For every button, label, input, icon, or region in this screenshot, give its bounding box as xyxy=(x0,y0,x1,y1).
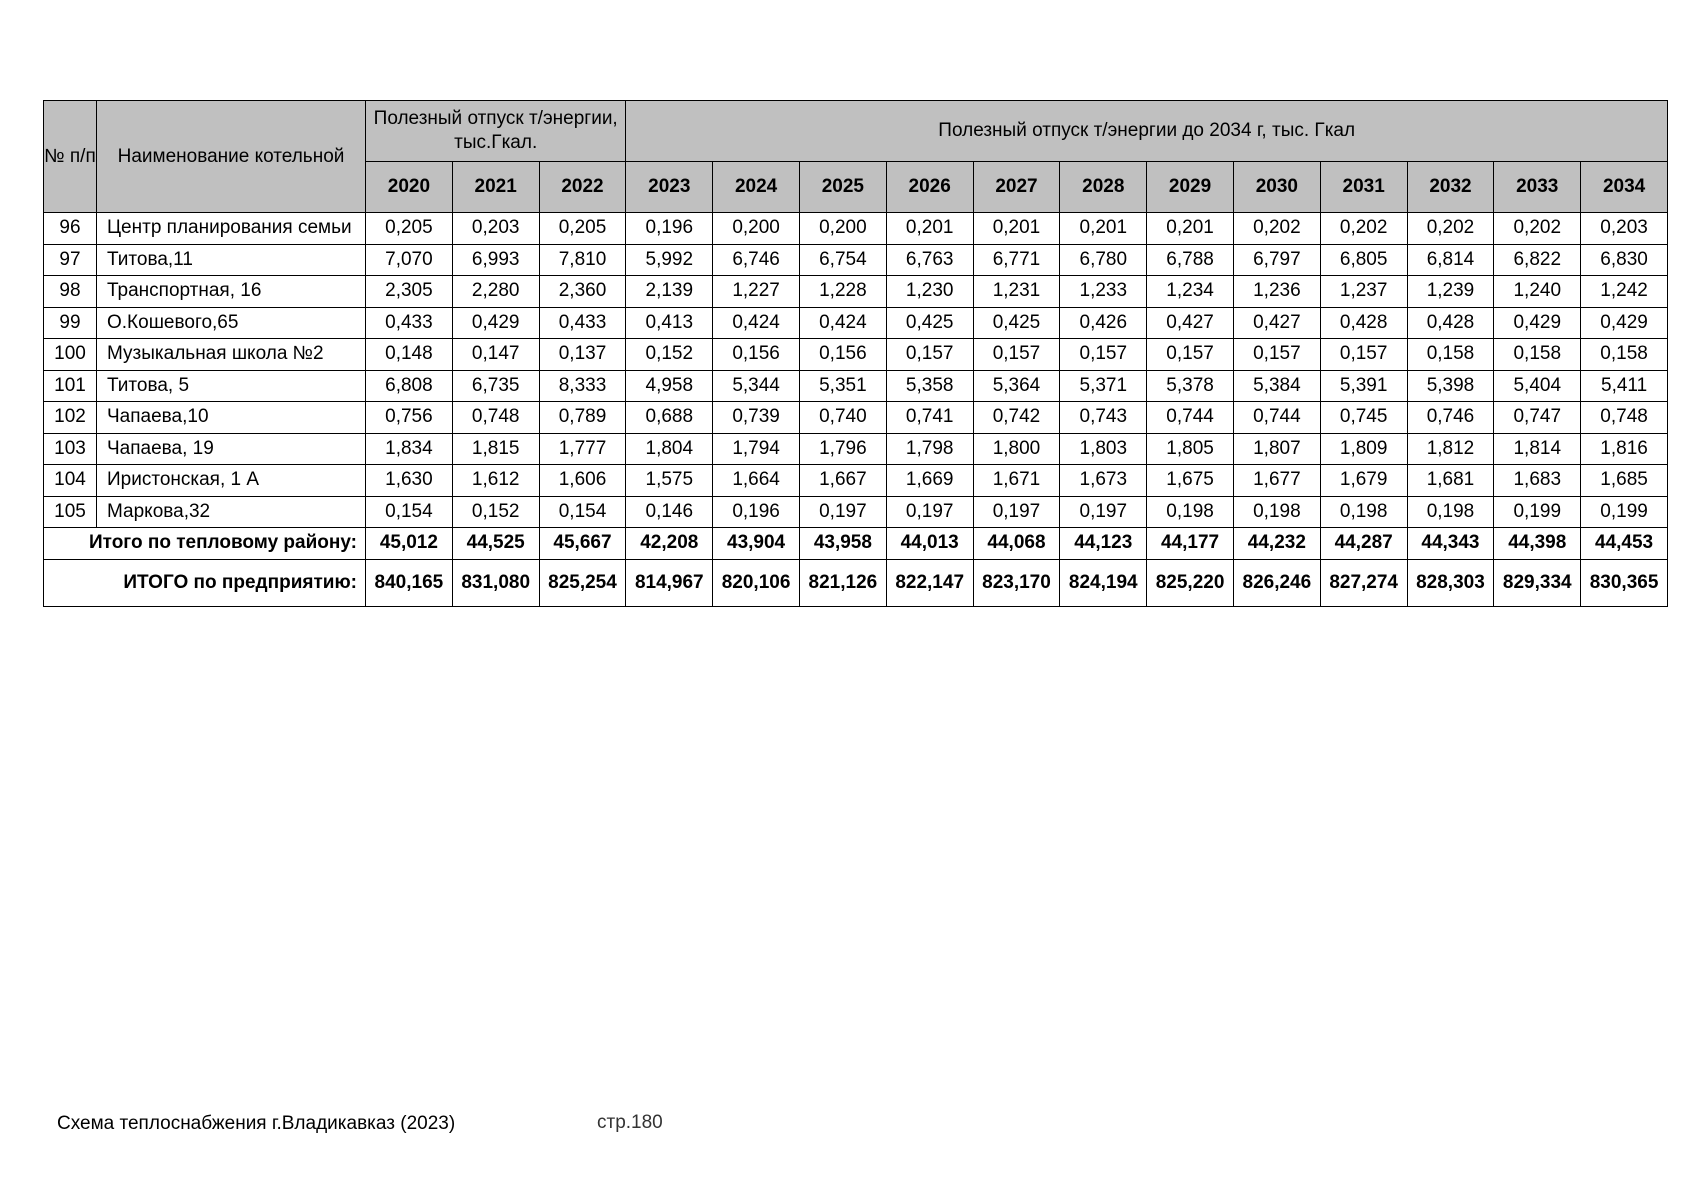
row-value-cell: 1,236 xyxy=(1233,276,1320,308)
row-value-cell: 5,378 xyxy=(1147,370,1234,402)
row-value-cell: 0,156 xyxy=(713,339,800,371)
enterprise-total-row-value: 814,967 xyxy=(626,559,713,606)
row-value-cell: 0,427 xyxy=(1233,307,1320,339)
row-value-cell: 5,404 xyxy=(1494,370,1581,402)
row-value-cell: 1,804 xyxy=(626,433,713,465)
row-boiler-name: Музыкальная школа №2 xyxy=(97,339,366,371)
row-value-cell: 0,154 xyxy=(366,496,453,528)
row-value-cell: 5,358 xyxy=(886,370,973,402)
header-year: 2030 xyxy=(1233,162,1320,213)
row-value-cell: 1,805 xyxy=(1147,433,1234,465)
row-value-cell: 0,152 xyxy=(626,339,713,371)
row-value-cell: 0,739 xyxy=(713,402,800,434)
row-value-cell: 0,198 xyxy=(1147,496,1234,528)
district-total-row-value: 44,343 xyxy=(1407,528,1494,560)
row-value-cell: 0,154 xyxy=(539,496,626,528)
row-value-cell: 0,198 xyxy=(1320,496,1407,528)
district-total-row-value: 44,123 xyxy=(1060,528,1147,560)
row-value-cell: 2,280 xyxy=(452,276,539,308)
district-total-row xyxy=(44,528,1668,560)
enterprise-total-row-value: 822,147 xyxy=(886,559,973,606)
row-value-cell: 0,158 xyxy=(1494,339,1581,371)
header-num: № п/п xyxy=(44,101,97,213)
row-value-cell: 0,197 xyxy=(1060,496,1147,528)
row-value-cell: 0,147 xyxy=(452,339,539,371)
row-value-cell: 0,196 xyxy=(713,496,800,528)
row-value-cell: 1,683 xyxy=(1494,465,1581,497)
district-total-row-value: 43,958 xyxy=(799,528,886,560)
row-value-cell: 0,429 xyxy=(1581,307,1668,339)
row-value-cell: 2,305 xyxy=(366,276,453,308)
row-value-cell: 6,993 xyxy=(452,244,539,276)
row-value-cell: 6,808 xyxy=(366,370,453,402)
row-value-cell: 1,664 xyxy=(713,465,800,497)
row-value-cell: 6,830 xyxy=(1581,244,1668,276)
row-value-cell: 0,156 xyxy=(799,339,886,371)
enterprise-total-row-value: 820,106 xyxy=(713,559,800,606)
district-total-row-value: 44,525 xyxy=(452,528,539,560)
row-value-cell: 8,333 xyxy=(539,370,626,402)
enterprise-total-row-value: 840,165 xyxy=(366,559,453,606)
row-value-cell: 5,364 xyxy=(973,370,1060,402)
row-value-cell: 0,157 xyxy=(1060,339,1147,371)
row-value-cell: 0,740 xyxy=(799,402,886,434)
row-value-cell: 0,201 xyxy=(973,213,1060,245)
footer-page-number: стр.180 xyxy=(597,1112,663,1133)
row-value-cell: 1,667 xyxy=(799,465,886,497)
district-total-row-value: 42,208 xyxy=(626,528,713,560)
row-value-cell: 1,794 xyxy=(713,433,800,465)
row-value-cell: 0,426 xyxy=(1060,307,1147,339)
row-value-cell: 0,157 xyxy=(1147,339,1234,371)
header-group-past: Полезный отпуск т/энергии, тыс.Гкал. xyxy=(366,101,626,162)
row-value-cell: 0,196 xyxy=(626,213,713,245)
row-boiler-name: О.Кошевого,65 xyxy=(97,307,366,339)
heat-supply-table xyxy=(43,100,1668,607)
row-value-cell: 0,433 xyxy=(366,307,453,339)
enterprise-total-row-value: 830,365 xyxy=(1581,559,1668,606)
district-total-row-label: Итого по тепловому району: xyxy=(44,528,366,560)
row-value-cell: 1,575 xyxy=(626,465,713,497)
row-value-cell: 0,200 xyxy=(799,213,886,245)
row-value-cell: 0,202 xyxy=(1320,213,1407,245)
enterprise-total-row-label: ИТОГО по предприятию: xyxy=(44,559,366,606)
header-year: 2027 xyxy=(973,162,1060,213)
row-value-cell: 1,812 xyxy=(1407,433,1494,465)
table-row xyxy=(44,307,1668,339)
row-value-cell: 0,748 xyxy=(452,402,539,434)
row-value-cell: 0,148 xyxy=(366,339,453,371)
row-num: 99 xyxy=(44,307,97,339)
header-name: Наименование котельной xyxy=(97,101,366,213)
row-value-cell: 0,746 xyxy=(1407,402,1494,434)
row-value-cell: 6,754 xyxy=(799,244,886,276)
row-value-cell: 1,681 xyxy=(1407,465,1494,497)
row-value-cell: 1,809 xyxy=(1320,433,1407,465)
row-value-cell: 0,201 xyxy=(1147,213,1234,245)
header-year: 2023 xyxy=(626,162,713,213)
row-value-cell: 0,202 xyxy=(1494,213,1581,245)
row-value-cell: 1,673 xyxy=(1060,465,1147,497)
enterprise-total-row-value: 824,194 xyxy=(1060,559,1147,606)
row-value-cell: 0,203 xyxy=(452,213,539,245)
row-value-cell: 1,239 xyxy=(1407,276,1494,308)
row-value-cell: 0,198 xyxy=(1407,496,1494,528)
header-year: 2022 xyxy=(539,162,626,213)
row-value-cell: 0,756 xyxy=(366,402,453,434)
table-header xyxy=(44,101,1668,213)
district-total-row-value: 44,398 xyxy=(1494,528,1581,560)
row-value-cell: 1,834 xyxy=(366,433,453,465)
row-value-cell: 7,810 xyxy=(539,244,626,276)
row-num: 97 xyxy=(44,244,97,276)
row-value-cell: 0,197 xyxy=(799,496,886,528)
row-value-cell: 0,429 xyxy=(1494,307,1581,339)
row-boiler-name: Титова, 5 xyxy=(97,370,366,402)
row-value-cell: 2,360 xyxy=(539,276,626,308)
row-value-cell: 1,671 xyxy=(973,465,1060,497)
row-value-cell: 0,429 xyxy=(452,307,539,339)
row-value-cell: 0,205 xyxy=(539,213,626,245)
enterprise-total-row-value: 831,080 xyxy=(452,559,539,606)
row-value-cell: 0,158 xyxy=(1407,339,1494,371)
row-value-cell: 0,428 xyxy=(1320,307,1407,339)
row-value-cell: 0,201 xyxy=(886,213,973,245)
row-value-cell: 0,688 xyxy=(626,402,713,434)
district-total-row-value: 44,232 xyxy=(1233,528,1320,560)
row-value-cell: 7,070 xyxy=(366,244,453,276)
footer-document-title: Схема теплоснабжения г.Владикавказ (2023) xyxy=(57,1113,456,1134)
header-year: 2032 xyxy=(1407,162,1494,213)
row-num: 104 xyxy=(44,465,97,497)
row-value-cell: 1,796 xyxy=(799,433,886,465)
row-value-cell: 1,630 xyxy=(366,465,453,497)
table-row xyxy=(44,370,1668,402)
row-num: 102 xyxy=(44,402,97,434)
row-value-cell: 6,822 xyxy=(1494,244,1581,276)
row-value-cell: 0,428 xyxy=(1407,307,1494,339)
row-value-cell: 6,746 xyxy=(713,244,800,276)
row-value-cell: 0,742 xyxy=(973,402,1060,434)
district-total-row-value: 44,068 xyxy=(973,528,1060,560)
row-value-cell: 6,788 xyxy=(1147,244,1234,276)
row-value-cell: 6,771 xyxy=(973,244,1060,276)
row-value-cell: 1,677 xyxy=(1233,465,1320,497)
district-total-row-value: 44,177 xyxy=(1147,528,1234,560)
district-total-row-value: 43,904 xyxy=(713,528,800,560)
header-group-forecast: Полезный отпуск т/энергии до 2034 г, тыс. Гкал xyxy=(626,101,1668,162)
row-boiler-name: Иристонская, 1 А xyxy=(97,465,366,497)
row-value-cell: 6,780 xyxy=(1060,244,1147,276)
row-value-cell: 0,202 xyxy=(1233,213,1320,245)
row-value-cell: 0,198 xyxy=(1233,496,1320,528)
row-value-cell: 0,424 xyxy=(713,307,800,339)
row-value-cell: 1,242 xyxy=(1581,276,1668,308)
row-boiler-name: Маркова,32 xyxy=(97,496,366,528)
row-value-cell: 6,763 xyxy=(886,244,973,276)
row-value-cell: 1,815 xyxy=(452,433,539,465)
header-year: 2025 xyxy=(799,162,886,213)
row-value-cell: 0,200 xyxy=(713,213,800,245)
row-value-cell: 0,413 xyxy=(626,307,713,339)
row-value-cell: 0,199 xyxy=(1494,496,1581,528)
row-value-cell: 0,201 xyxy=(1060,213,1147,245)
header-year: 2029 xyxy=(1147,162,1234,213)
row-value-cell: 0,741 xyxy=(886,402,973,434)
table-body xyxy=(44,213,1668,607)
row-value-cell: 0,748 xyxy=(1581,402,1668,434)
row-num: 103 xyxy=(44,433,97,465)
row-num: 101 xyxy=(44,370,97,402)
row-value-cell: 1,803 xyxy=(1060,433,1147,465)
row-value-cell: 5,992 xyxy=(626,244,713,276)
row-boiler-name: Чапаева, 19 xyxy=(97,433,366,465)
row-value-cell: 1,814 xyxy=(1494,433,1581,465)
row-value-cell: 0,425 xyxy=(886,307,973,339)
enterprise-total-row-value: 825,220 xyxy=(1147,559,1234,606)
row-value-cell: 0,745 xyxy=(1320,402,1407,434)
header-year: 2033 xyxy=(1494,162,1581,213)
heat-supply-table-wrapper xyxy=(43,100,1667,607)
table-row xyxy=(44,276,1668,308)
row-boiler-name: Транспортная, 16 xyxy=(97,276,366,308)
district-total-row-value: 44,453 xyxy=(1581,528,1668,560)
header-year: 2024 xyxy=(713,162,800,213)
row-value-cell: 0,789 xyxy=(539,402,626,434)
table-row xyxy=(44,496,1668,528)
district-total-row-value: 45,012 xyxy=(366,528,453,560)
table-row xyxy=(44,465,1668,497)
row-value-cell: 0,744 xyxy=(1147,402,1234,434)
row-value-cell: 0,747 xyxy=(1494,402,1581,434)
row-value-cell: 5,398 xyxy=(1407,370,1494,402)
row-value-cell: 1,679 xyxy=(1320,465,1407,497)
table-row xyxy=(44,213,1668,245)
enterprise-total-row-value: 828,303 xyxy=(1407,559,1494,606)
table-row xyxy=(44,433,1668,465)
row-value-cell: 1,234 xyxy=(1147,276,1234,308)
row-value-cell: 0,157 xyxy=(1320,339,1407,371)
row-value-cell: 0,197 xyxy=(973,496,1060,528)
row-value-cell: 1,228 xyxy=(799,276,886,308)
row-value-cell: 5,384 xyxy=(1233,370,1320,402)
row-num: 105 xyxy=(44,496,97,528)
row-value-cell: 1,606 xyxy=(539,465,626,497)
row-value-cell: 1,675 xyxy=(1147,465,1234,497)
row-value-cell: 5,411 xyxy=(1581,370,1668,402)
row-value-cell: 0,203 xyxy=(1581,213,1668,245)
row-num: 98 xyxy=(44,276,97,308)
row-value-cell: 0,157 xyxy=(1233,339,1320,371)
row-num: 96 xyxy=(44,213,97,245)
row-value-cell: 1,816 xyxy=(1581,433,1668,465)
row-value-cell: 0,197 xyxy=(886,496,973,528)
header-year: 2021 xyxy=(452,162,539,213)
row-value-cell: 1,612 xyxy=(452,465,539,497)
district-total-row-value: 44,013 xyxy=(886,528,973,560)
row-value-cell: 1,669 xyxy=(886,465,973,497)
row-value-cell: 1,777 xyxy=(539,433,626,465)
row-value-cell: 1,800 xyxy=(973,433,1060,465)
row-value-cell: 6,814 xyxy=(1407,244,1494,276)
row-value-cell: 0,425 xyxy=(973,307,1060,339)
row-value-cell: 0,744 xyxy=(1233,402,1320,434)
row-value-cell: 5,391 xyxy=(1320,370,1407,402)
row-boiler-name: Центр планирования семьи xyxy=(97,213,366,245)
row-value-cell: 0,199 xyxy=(1581,496,1668,528)
header-year: 2031 xyxy=(1320,162,1407,213)
enterprise-total-row-value: 823,170 xyxy=(973,559,1060,606)
enterprise-total-row-value: 821,126 xyxy=(799,559,886,606)
row-value-cell: 1,237 xyxy=(1320,276,1407,308)
row-boiler-name: Чапаева,10 xyxy=(97,402,366,434)
row-value-cell: 6,797 xyxy=(1233,244,1320,276)
table-row xyxy=(44,244,1668,276)
enterprise-total-row xyxy=(44,559,1668,606)
row-value-cell: 0,743 xyxy=(1060,402,1147,434)
enterprise-total-row-value: 829,334 xyxy=(1494,559,1581,606)
district-total-row-value: 44,287 xyxy=(1320,528,1407,560)
row-value-cell: 0,152 xyxy=(452,496,539,528)
header-year: 2020 xyxy=(366,162,453,213)
row-value-cell: 0,427 xyxy=(1147,307,1234,339)
row-value-cell: 1,807 xyxy=(1233,433,1320,465)
row-value-cell: 0,202 xyxy=(1407,213,1494,245)
row-value-cell: 1,230 xyxy=(886,276,973,308)
district-total-row-value: 45,667 xyxy=(539,528,626,560)
header-year: 2034 xyxy=(1581,162,1668,213)
header-year: 2028 xyxy=(1060,162,1147,213)
row-value-cell: 0,433 xyxy=(539,307,626,339)
row-num: 100 xyxy=(44,339,97,371)
row-value-cell: 4,958 xyxy=(626,370,713,402)
row-value-cell: 5,371 xyxy=(1060,370,1147,402)
enterprise-total-row-value: 825,254 xyxy=(539,559,626,606)
row-value-cell: 6,735 xyxy=(452,370,539,402)
row-value-cell: 0,157 xyxy=(886,339,973,371)
row-value-cell: 1,798 xyxy=(886,433,973,465)
row-value-cell: 0,424 xyxy=(799,307,886,339)
header-year: 2026 xyxy=(886,162,973,213)
row-value-cell: 0,157 xyxy=(973,339,1060,371)
row-value-cell: 5,351 xyxy=(799,370,886,402)
row-value-cell: 0,158 xyxy=(1581,339,1668,371)
row-value-cell: 1,240 xyxy=(1494,276,1581,308)
row-value-cell: 2,139 xyxy=(626,276,713,308)
table-row xyxy=(44,402,1668,434)
row-value-cell: 6,805 xyxy=(1320,244,1407,276)
row-value-cell: 1,231 xyxy=(973,276,1060,308)
row-value-cell: 1,227 xyxy=(713,276,800,308)
row-value-cell: 5,344 xyxy=(713,370,800,402)
enterprise-total-row-value: 827,274 xyxy=(1320,559,1407,606)
row-value-cell: 1,685 xyxy=(1581,465,1668,497)
table-row xyxy=(44,339,1668,371)
row-value-cell: 0,137 xyxy=(539,339,626,371)
row-value-cell: 1,233 xyxy=(1060,276,1147,308)
enterprise-total-row-value: 826,246 xyxy=(1233,559,1320,606)
row-value-cell: 0,146 xyxy=(626,496,713,528)
row-value-cell: 0,205 xyxy=(366,213,453,245)
row-boiler-name: Титова,11 xyxy=(97,244,366,276)
